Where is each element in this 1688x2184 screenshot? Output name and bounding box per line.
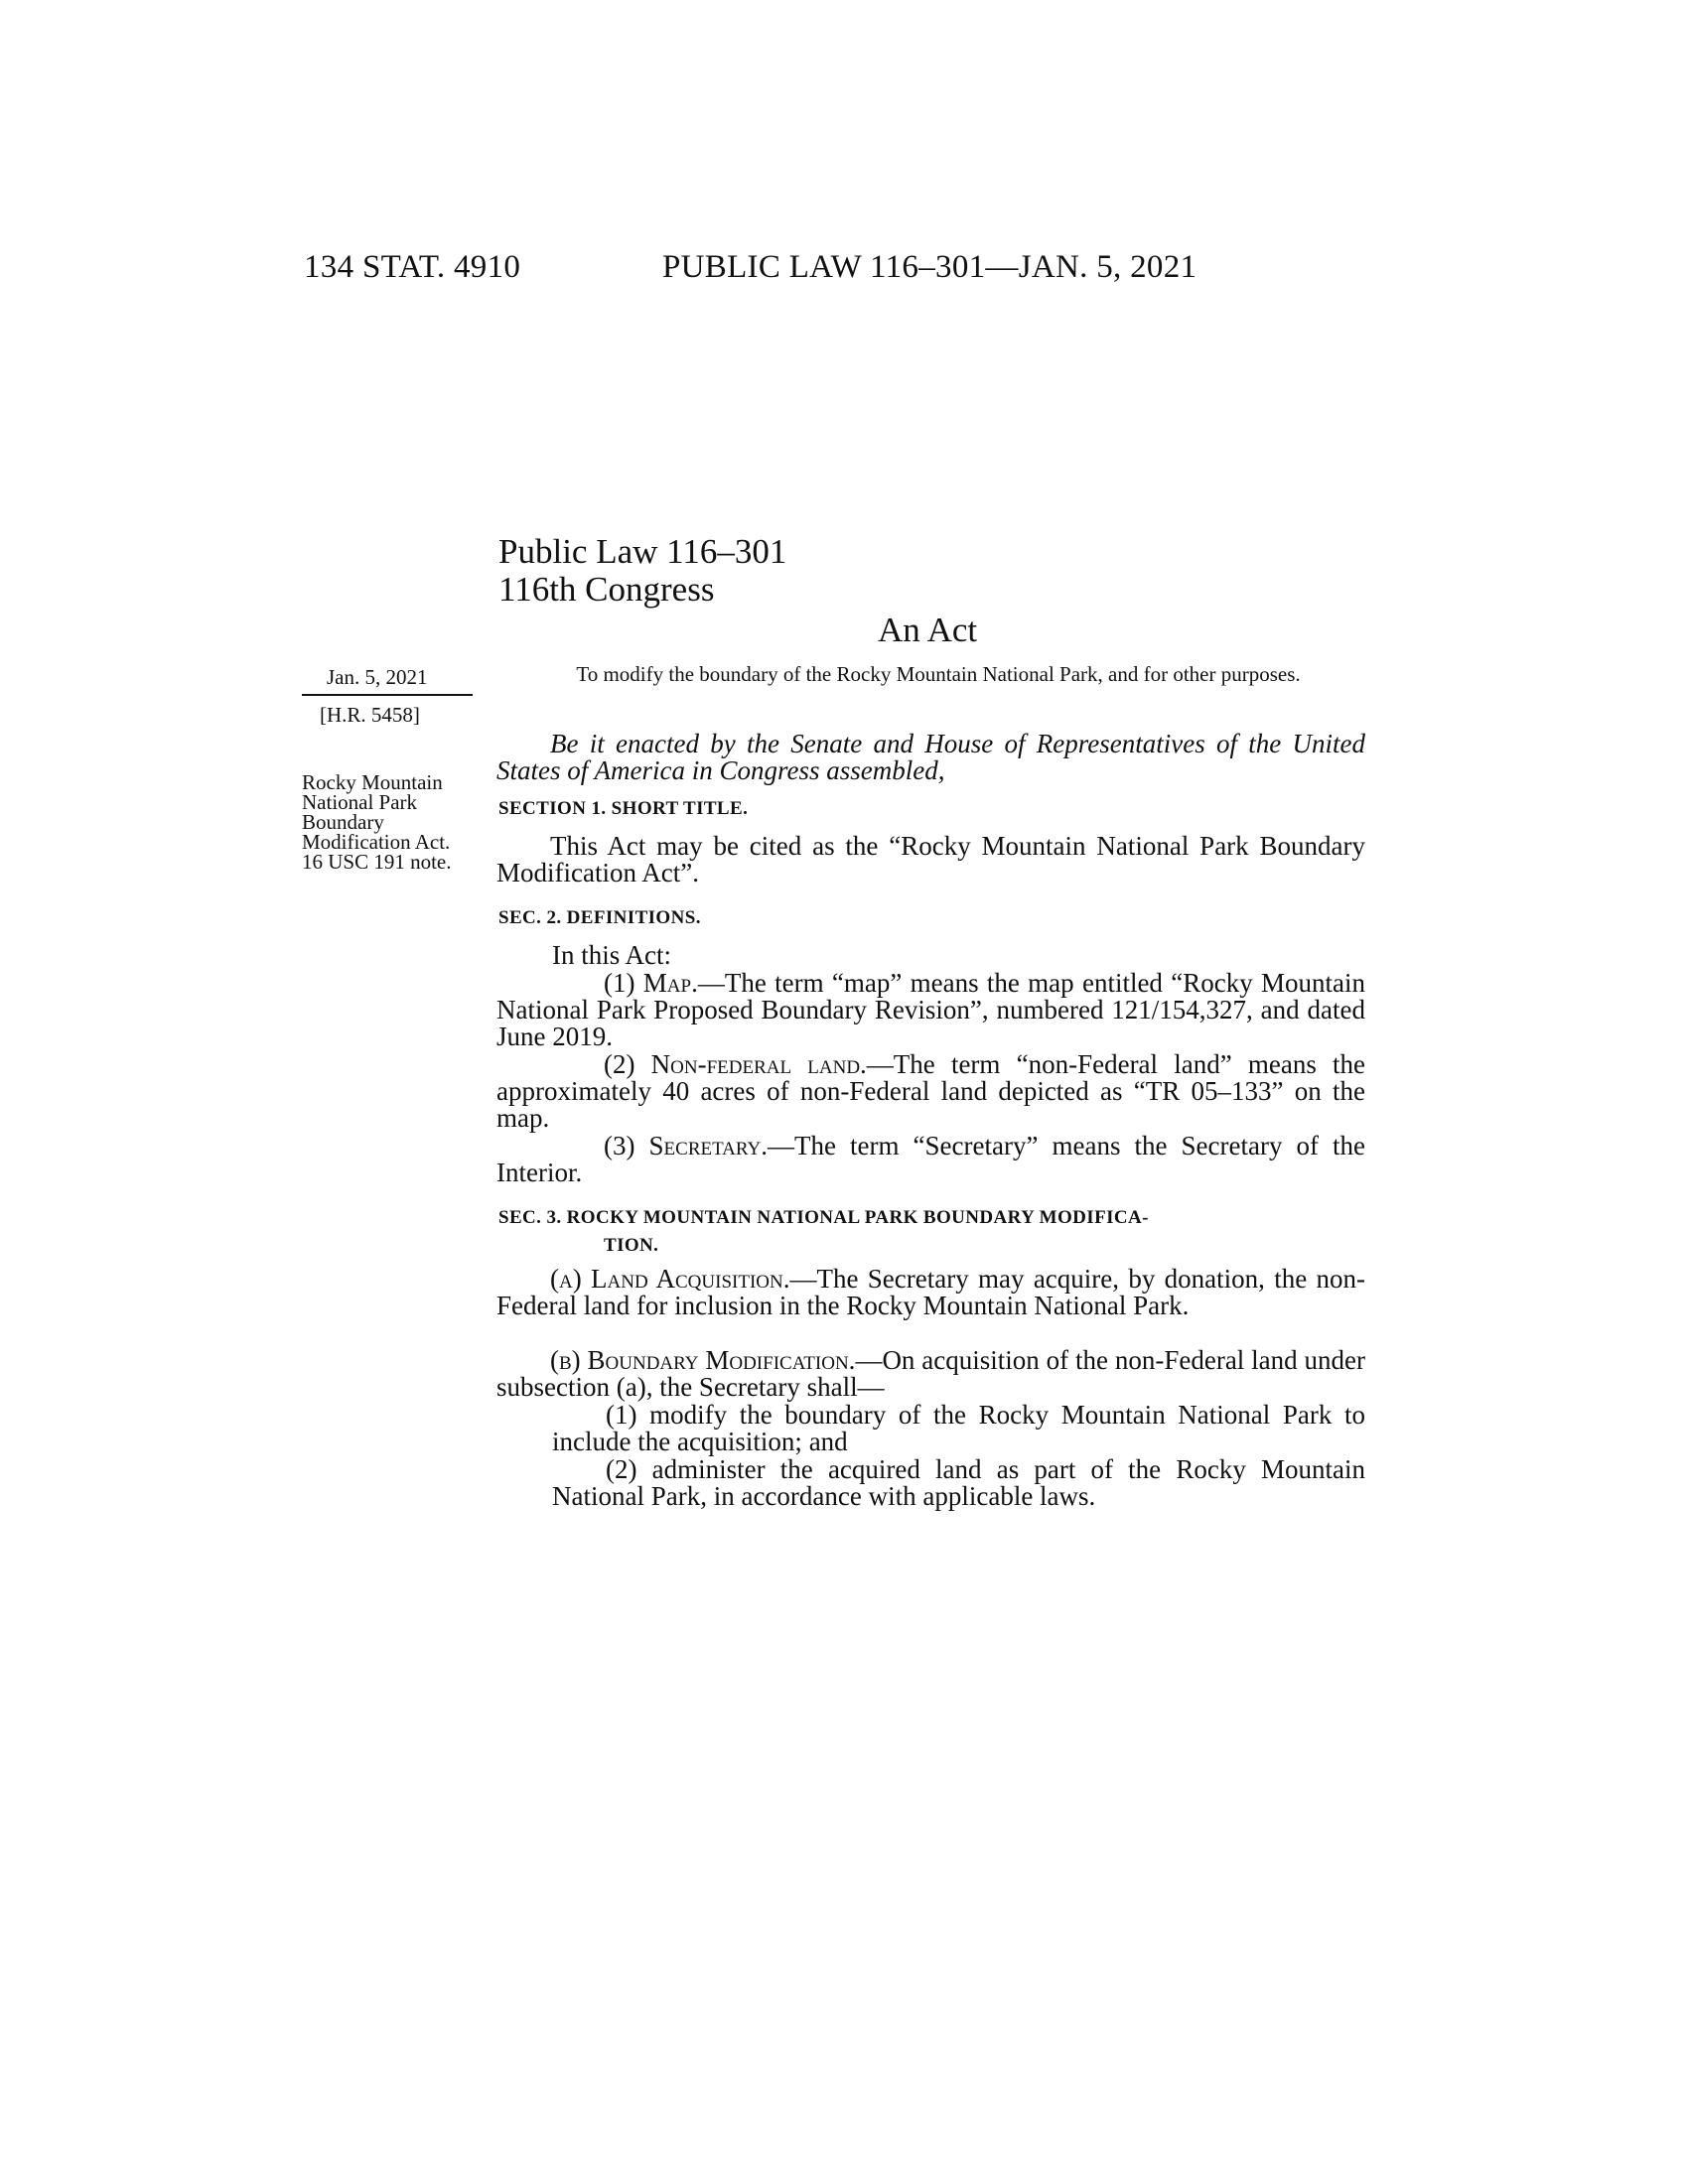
section-3-heading-line2: TION. (604, 1235, 659, 1256)
definition-non-federal-land-text: —The term “non-Federal land” means the approximately 40 acres of non-Federal land depicted as “TR 05–133” on the map. (496, 1049, 1365, 1133)
definition-secretary-label: (3) Secretary. (604, 1131, 768, 1160)
subsection-a (496, 1266, 1365, 1319)
definition-non-federal-land-label: (2) Non-federal land. (604, 1049, 867, 1079)
enacting-clause: Be it enacted by the Senate and House of Representatives of the United States of America in Congress assembled, (496, 729, 1365, 785)
act-heading: An Act (878, 611, 978, 649)
definition-secretary-text: —The term “Secretary” means the Secretary of the Interior. (496, 1131, 1365, 1187)
subsection-b (496, 1347, 1365, 1401)
act-purpose: To modify the boundary of the Rocky Mountain National Park, and for other purposes. (576, 662, 1301, 686)
congress-number: 116th Congress (498, 570, 715, 609)
margin-note: Rocky Mountain National Park Boundary Modification Act. 16 USC 191 note. (302, 770, 452, 874)
section-1-text: This Act may be cited as the “Rocky Mountain National Park Boundary Modification Act”. (496, 831, 1365, 887)
margin-divider (302, 694, 473, 696)
section-2-heading: SEC. 2. DEFINITIONS. (498, 907, 701, 928)
law-number: Public Law 116–301 (498, 532, 787, 571)
definition-secretary (496, 1133, 1365, 1186)
definition-map (496, 970, 1365, 1050)
section-1-heading: SECTION 1. SHORT TITLE. (498, 798, 749, 819)
subsection-b-label: (b) Boundary Modification. (550, 1345, 856, 1375)
subsection-a-text: —The Secretary may acquire, by donation, the non-Federal land for inclusion in the Rocky Mountain National Park. (496, 1264, 1365, 1320)
section-3-heading (498, 1204, 1372, 1260)
margin-date: Jan. 5, 2021 (327, 665, 428, 689)
definition-map-label: (1) Map. (604, 968, 698, 998)
subsection-b-text: —On acquisition of the non-Federal land under subsection (a), the Secretary shall— (496, 1345, 1365, 1402)
definition-map-text: —The term “map” means the map entitled “Rocky Mountain National Park Proposed Boundary Revision”, numbered 121/154,327, and dated June 2019. (496, 968, 1365, 1051)
margin-bill-number: [H.R. 5458] (320, 703, 420, 727)
subsection-a-label: (a) Land Acquisition. (550, 1264, 790, 1294)
section-3-heading-line1: SEC. 3. ROCKY MOUNTAIN NATIONAL PARK BOUNDARY MODIFICA- (498, 1207, 1149, 1228)
definition-non-federal-land (496, 1051, 1365, 1132)
page-header-stat: 134 STAT. 4910 (304, 249, 521, 285)
section-2-intro: In this Act: (552, 940, 671, 970)
page-header-law: PUBLIC LAW 116–301—JAN. 5, 2021 (662, 249, 1197, 285)
subsection-b-paragraph-1: (1) modify the boundary of the Rocky Mountain National Park to include the acquisition; and (552, 1400, 1365, 1456)
subsection-b-paragraph-2: (2) administer the acquired land as part of the Rocky Mountain National Park, in accordance with applicable laws. (552, 1454, 1365, 1511)
